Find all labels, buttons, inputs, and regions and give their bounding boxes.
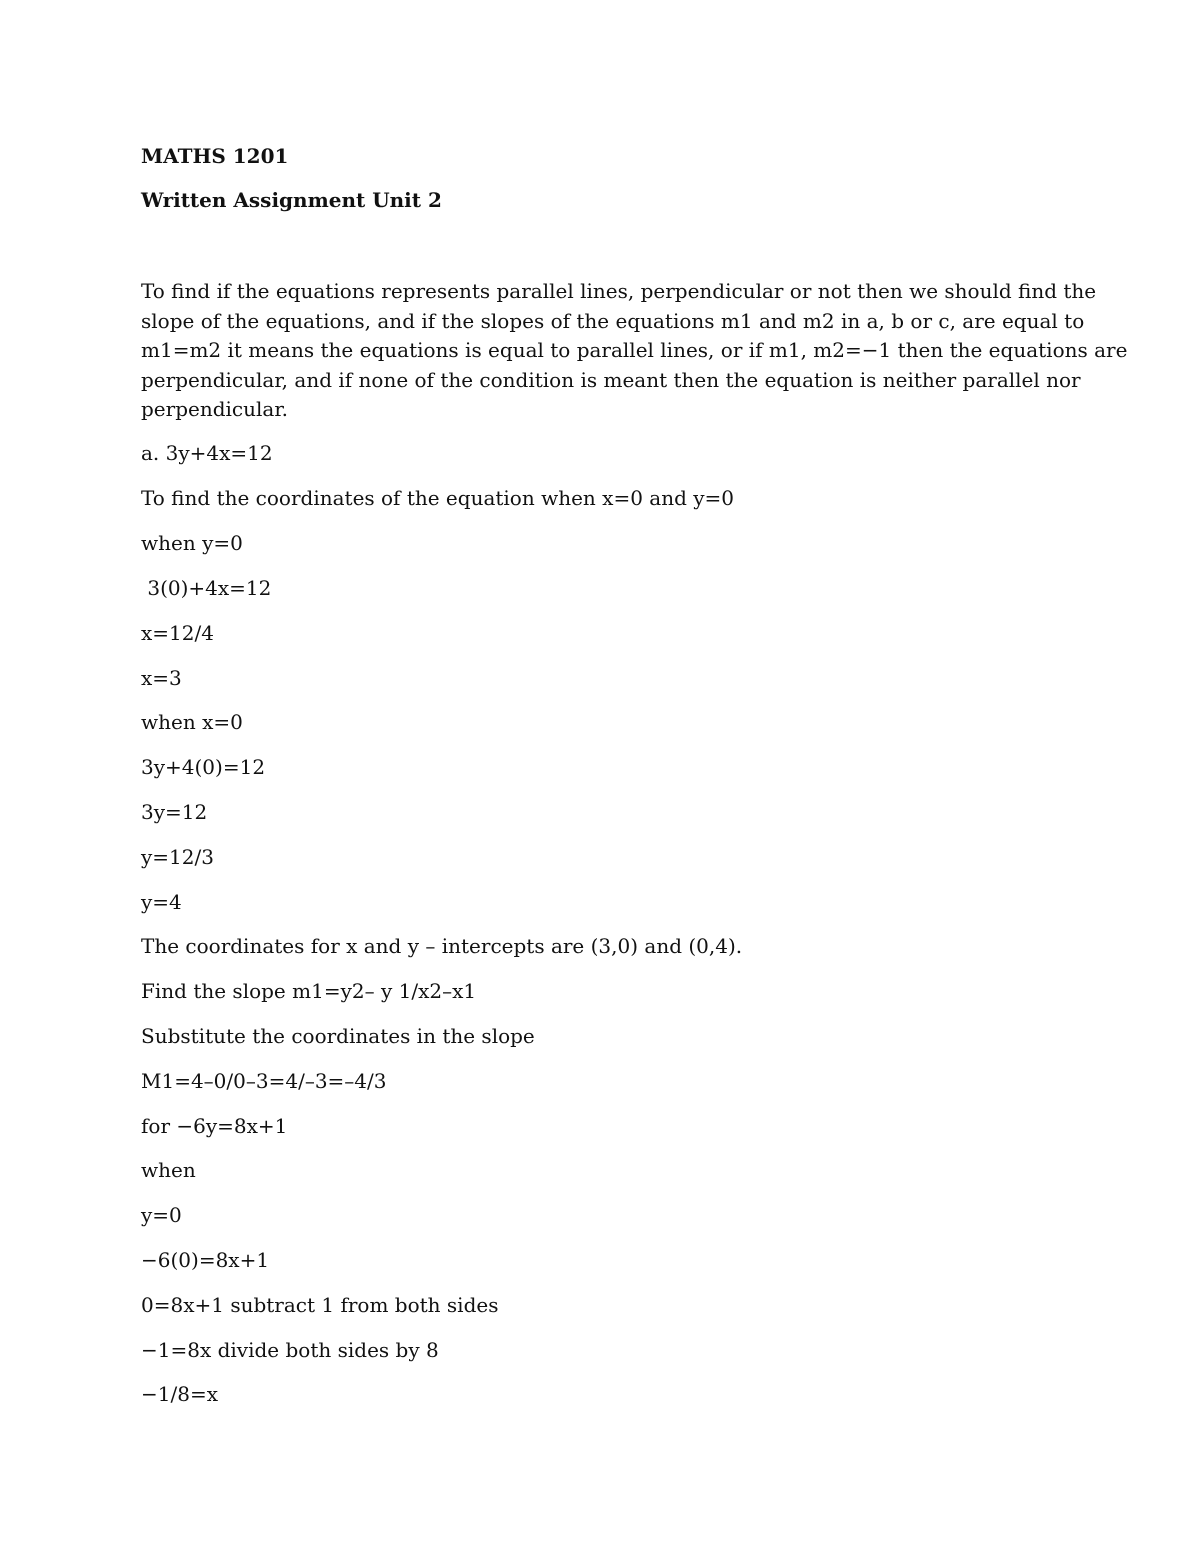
body-line: The coordinates for x and y – intercepts are (3,0) and (0,4). xyxy=(141,934,743,958)
body-line: x=3 xyxy=(141,666,182,690)
document-title: MATHS 1201 xyxy=(141,144,289,168)
body-line: y=12/3 xyxy=(141,845,214,869)
body-line: 3y+4(0)=12 xyxy=(141,755,266,779)
intro-line: To find if the equations represents parallel lines, perpendicular or not then we should find the xyxy=(141,279,1097,303)
body-line: y=0 xyxy=(141,1203,182,1227)
body-line: To find the coordinates of the equation when x=0 and y=0 xyxy=(141,486,735,510)
body-line: when y=0 xyxy=(141,531,243,555)
intro-line: slope of the equations, and if the slopes of the equations m1 and m2 in a, b or c, are equal to xyxy=(141,308,1085,333)
body-line: a. 3y+4x=12 xyxy=(141,441,273,465)
body-line: 3y=12 xyxy=(141,800,208,824)
body-line: x=12/4 xyxy=(141,621,214,645)
intro-paragraph xyxy=(141,277,1128,425)
body-line: Substitute the coordinates in the slope xyxy=(141,1024,535,1048)
body-line: y=4 xyxy=(141,890,182,914)
intro-line: perpendicular, and if none of the condition is meant then the equation is neither parallel nor xyxy=(141,367,1081,392)
body-line: −1=8x divide both sides by 8 xyxy=(141,1338,439,1362)
body-line: Find the slope m1=y2– y 1/x2–x1 xyxy=(141,979,477,1003)
body-line: 0=8x+1 subtract 1 from both sides xyxy=(141,1293,499,1317)
intro-line: perpendicular. xyxy=(141,397,289,421)
body-line: −6(0)=8x+1 xyxy=(141,1248,270,1272)
body-line: when xyxy=(141,1158,196,1182)
body-line: 3(0)+4x=12 xyxy=(141,576,272,600)
body-line: M1=4–0/0–3=4/–3=–4/3 xyxy=(141,1069,387,1093)
body-line: −1/8=x xyxy=(141,1382,218,1406)
intro-line: m1=m2 it means the equations is equal to parallel lines, or if m1, m2=−1 then the equations are xyxy=(141,338,1128,362)
body-line: when x=0 xyxy=(141,710,243,734)
document-subtitle: Written Assignment Unit 2 xyxy=(141,188,442,212)
body-line: for −6y=8x+1 xyxy=(141,1114,288,1138)
